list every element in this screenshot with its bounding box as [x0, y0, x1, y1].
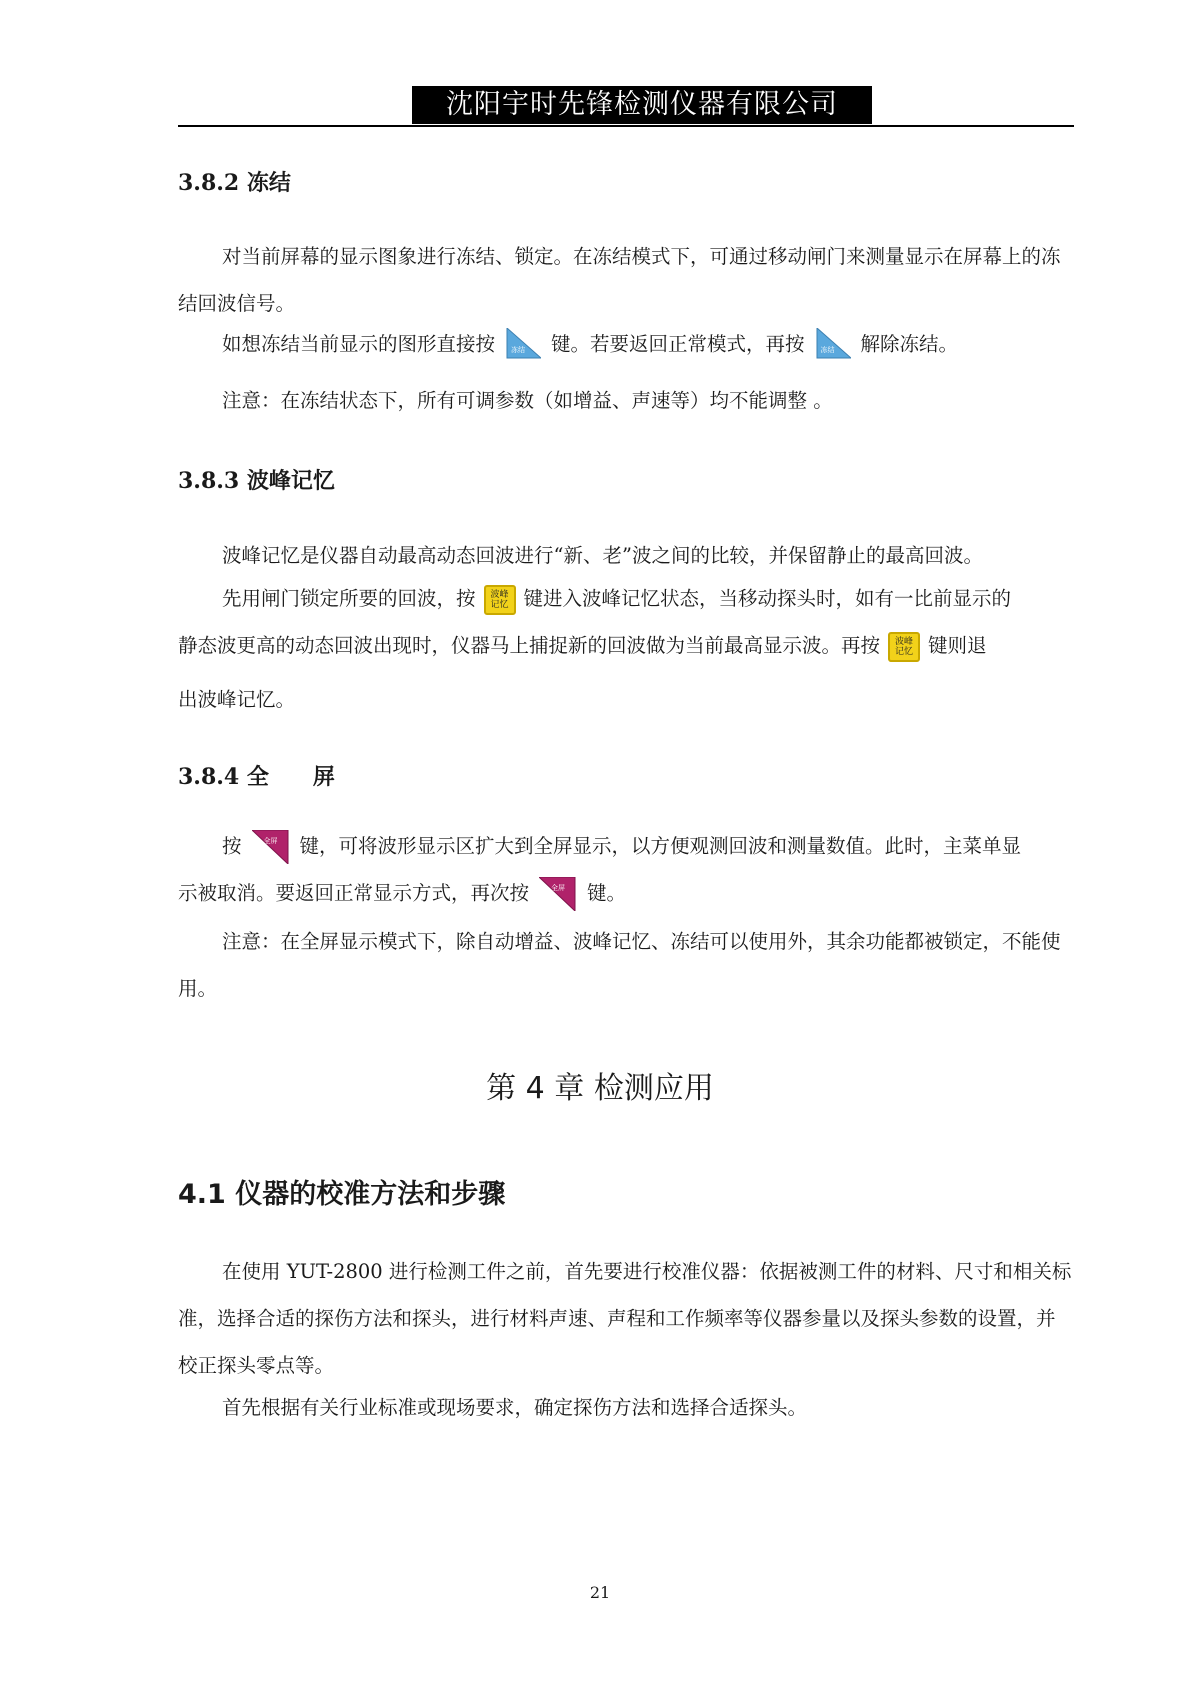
freeze-instruction-c: 解除冻结。 [860, 332, 959, 356]
section-heading-3-8-4: 3.8.4 全 屏 [178, 764, 335, 790]
peak-line-3 [178, 630, 987, 662]
freeze-note: 注意：在冻结状态下，所有可调参数（如增益、声速等）均不能调整 。 [222, 389, 833, 412]
fullscreen-note: 注意：在全屏显示模式下，除自动增益、波峰记忆、冻结可以使用外，其余功能都被锁定，不能使用。 [178, 930, 1061, 1000]
freeze-key-label: 冻结 [511, 346, 526, 354]
section-heading-3-8-3: 3.8.3 波峰记忆 [178, 468, 335, 494]
peak-memory-key-icon: 波峰 记忆 [484, 585, 516, 615]
section-heading-4-1: 4.1 仪器的校准方法和步骤 [178, 1179, 506, 1210]
freeze-paragraph: 对当前屏幕的显示图象进行冻结、锁定。在冻结模式下，可通过移动闸门来测量显示在屏幕上的冻结回波信号。 [178, 245, 1061, 315]
peak-line-3b: 键则退 [928, 634, 987, 657]
fullscreen-line-1 [222, 830, 1021, 864]
fullscreen-line-2a: 示被取消。要返回正常显示方式，再次按 [178, 881, 530, 905]
peak-line-2a: 先用闸门锁定所要的回波，按 [222, 587, 476, 610]
freeze-instruction-line [222, 328, 958, 362]
fullscreen-key-icon-2 [539, 877, 577, 911]
freeze-instruction-a: 如想冻结当前显示的图形直接按 [222, 332, 496, 356]
freeze-key-icon-2 [815, 328, 851, 362]
peak-line-2b: 键进入波峰记忆状态，当移动探头时，如有一比前显示的 [523, 587, 1012, 610]
freeze-instruction-b: 键。若要返回正常模式，再按 [551, 332, 805, 356]
freeze-key-label-2: 冻结 [820, 346, 835, 354]
header-rule [178, 125, 1074, 127]
fullscreen-line-2 [178, 877, 626, 911]
fullscreen-line-1a: 按 [222, 834, 242, 858]
calibration-paragraph-2: 首先根据有关行业标准或现场要求，确定探伤方法和选择合适探头。 [222, 1396, 808, 1419]
fullscreen-line-2b: 键。 [587, 881, 627, 905]
freeze-key-icon [505, 328, 541, 362]
fullscreen-line-1b: 键，可将波形显示区扩大到全屏显示，以方便观测回波和测量数值。此时，主菜单显 [299, 834, 1022, 858]
company-header: 沈阳宇时先锋检测仪器有限公司 [412, 86, 872, 124]
fullscreen-key-label-2: 全屏 [551, 884, 566, 892]
chapter-title: 第 4 章 检测应用 [486, 1071, 714, 1106]
peak-paragraph-1: 波峰记忆是仪器自动最高动态回波进行“新、老”波之间的比较，并保留静止的最高回波。 [222, 544, 983, 567]
calibration-paragraph-1: 在使用 YUT-2800 进行检测工件之前，首先要进行校准仪器：依据被测工件的材料、尺寸和相关标准，选择合适的探伤方法和探头，进行材料声速、声程和工作频率等仪器参量以及探头参数的设置，并校正探头零点等。 [178, 1260, 1072, 1377]
peak-line-3a: 静态波更高的动态回波出现时，仪器马上捕捉新的回波做为当前最高显示波。再按 [178, 634, 881, 657]
page-number: 21 [589, 1583, 611, 1602]
fullscreen-key-icon [252, 830, 290, 864]
peak-memory-key-icon-2: 波峰 记忆 [888, 632, 920, 662]
peak-line-4: 出波峰记忆。 [178, 688, 296, 711]
peak-line-2 [222, 583, 1011, 615]
section-heading-3-8-2: 3.8.2 冻结 [178, 170, 291, 196]
fullscreen-key-label: 全屏 [263, 837, 278, 845]
